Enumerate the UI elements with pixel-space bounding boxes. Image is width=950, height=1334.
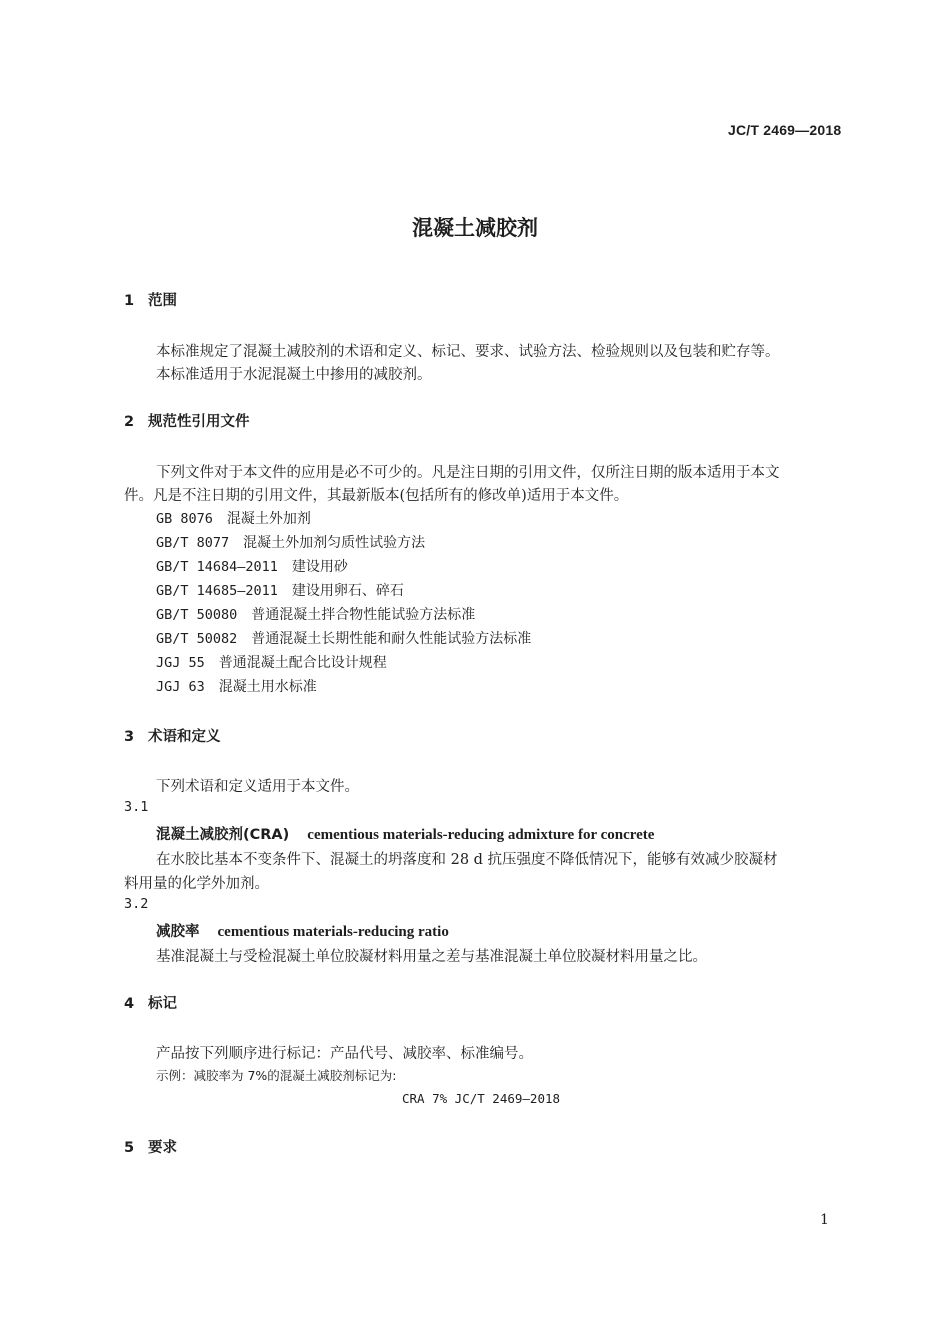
reference-code: GB/T 8077 xyxy=(156,535,230,551)
section-title: 术语和定义 xyxy=(148,729,221,745)
section-title: 规范性引用文件 xyxy=(148,414,250,430)
section-number: 1 xyxy=(124,293,135,309)
section-number: 2 xyxy=(124,414,135,430)
reference-title: 建设用砂 xyxy=(291,559,348,575)
section-2-heading xyxy=(124,410,250,431)
term-entry xyxy=(156,920,449,941)
definition: 在水胶比基本不变条件下、混凝土的坍落度和 28 d 抗压强度不降低情况下，能够有效减少胶凝材 xyxy=(156,852,778,868)
section-title: 标记 xyxy=(148,996,177,1012)
reference-item xyxy=(156,676,317,696)
term-entry xyxy=(156,823,654,844)
reference-item xyxy=(156,508,311,528)
section-4-heading xyxy=(124,992,177,1013)
reference-item xyxy=(156,652,387,672)
term-chinese: 减胶率 xyxy=(156,924,200,940)
definition: 料用量的化学外加剂。 xyxy=(124,876,269,892)
reference-title: 混凝土用水标准 xyxy=(218,679,317,695)
paragraph: 本标准规定了混凝土减胶剂的术语和定义、标记、要求、试验方法、检验规则以及包装和贮存等。 xyxy=(156,344,780,360)
section-number: 5 xyxy=(124,1140,135,1156)
reference-item xyxy=(156,532,425,552)
reference-code: JGJ 55 xyxy=(156,655,205,671)
reference-code: GB/T 14685—2011 xyxy=(156,583,278,599)
paragraph: 件。凡是不注日期的引用文件，其最新版本(包括所有的修改单)适用于本文件。 xyxy=(124,488,629,504)
section-title: 要求 xyxy=(148,1140,177,1156)
document-code: JC/T 2469—2018 xyxy=(728,122,842,138)
reference-item xyxy=(156,556,348,576)
page-title: 混凝土减胶剂 xyxy=(412,216,538,240)
reference-code: GB/T 50082 xyxy=(156,631,238,647)
section-3-heading xyxy=(124,725,221,746)
paragraph: 产品按下列顺序进行标记：产品代号、减胶率、标准编号。 xyxy=(156,1046,533,1062)
reference-title: 普通混凝土拌合物性能试验方法标准 xyxy=(251,607,476,623)
reference-code: GB/T 14684—2011 xyxy=(156,559,278,575)
reference-title: 建设用卵石、碎石 xyxy=(291,583,404,599)
reference-title: 混凝土外加剂匀质性试验方法 xyxy=(243,535,426,551)
section-title: 范围 xyxy=(148,293,177,309)
section-5-heading xyxy=(124,1136,177,1157)
paragraph: 下列术语和定义适用于本文件。 xyxy=(156,779,359,795)
definition: 基准混凝土与受检混凝土单位胶凝材料用量之差与基准混凝土单位胶凝材料用量之比。 xyxy=(156,949,707,965)
section-number: 4 xyxy=(124,996,135,1012)
section-1-heading xyxy=(124,289,177,310)
reference-code: GB 8076 xyxy=(156,511,213,527)
paragraph: 本标准适用于水泥混凝土中掺用的减胶剂。 xyxy=(156,367,432,383)
term-english: cementious materials-reducing admixture for concrete xyxy=(307,827,655,843)
clause-number: 3.2 xyxy=(124,896,149,912)
example-label: 示例：减胶率为 7%的混凝土减胶剂标记为: xyxy=(156,1068,397,1083)
reference-title: 混凝土外加剂 xyxy=(226,511,311,527)
reference-item xyxy=(156,628,531,648)
reference-item xyxy=(156,580,404,600)
paragraph: 下列文件对于本文件的应用是必不可少的。凡是注日期的引用文件，仅所注日期的版本适用于本文 xyxy=(156,465,780,481)
reference-title: 普通混凝土配合比设计规程 xyxy=(218,655,387,671)
term-chinese: 混凝土减胶剂(CRA) xyxy=(156,827,290,843)
example-marking: CRA 7% JC/T 2469—2018 xyxy=(402,1091,561,1106)
reference-title: 普通混凝土长期性能和耐久性能试验方法标准 xyxy=(251,631,532,647)
section-number: 3 xyxy=(124,729,135,745)
clause-number: 3.1 xyxy=(124,799,149,815)
term-english: cementious materials-reducing ratio xyxy=(217,924,449,940)
page-number: 1 xyxy=(820,1212,829,1228)
reference-item xyxy=(156,604,475,624)
reference-code: JGJ 63 xyxy=(156,679,205,695)
reference-code: GB/T 50080 xyxy=(156,607,238,623)
